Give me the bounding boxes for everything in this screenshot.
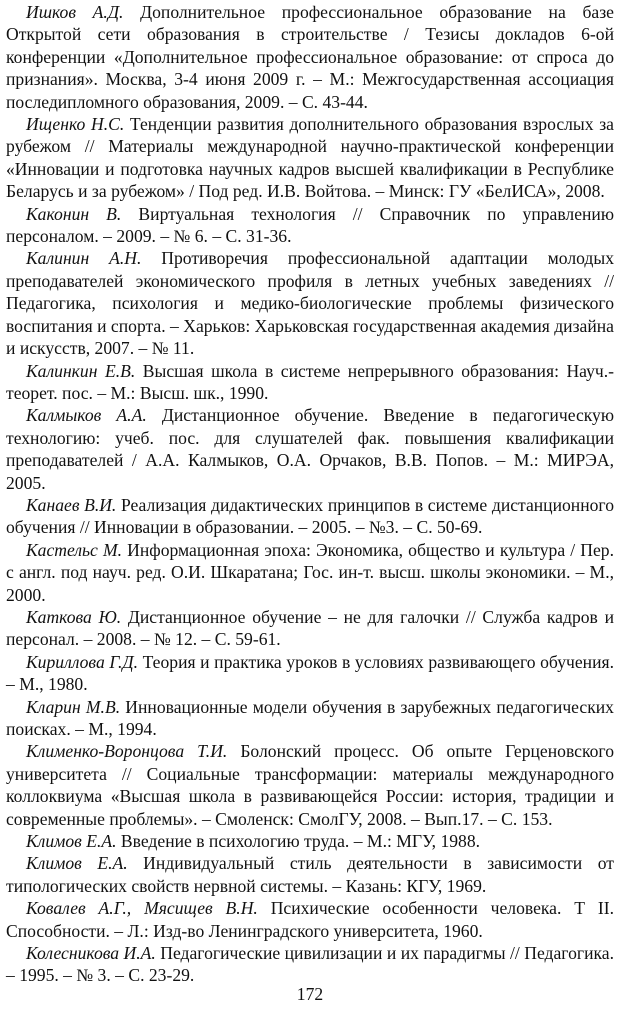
reference-entry	[6, 494, 614, 539]
reference-entry	[6, 606, 614, 651]
reference-entry	[6, 404, 614, 494]
reference-entry	[6, 830, 614, 852]
reference-text: Введение в психологию труда. – М.: МГУ, 1988.	[116, 831, 481, 852]
reference-entry	[6, 740, 614, 830]
reference-author: Колесникова И.А.	[26, 943, 156, 964]
reference-text: Виртуальная технология // Справочник по управлению персоналом. – 2009. – № 6. – С. 31-36.	[6, 203, 614, 247]
reference-author: Клименко-Воронцова Т.И.	[26, 741, 228, 762]
reference-entry	[6, 360, 614, 405]
reference-text: Дополнительное профессиональное образование на базе Открытой сети образования в строительстве / Тезисы докладов 6-ой конференции «Дополнительное профессиональное образование: от спроса до признания». Москва, 3-4 июня 2009 г. – М.: Межгосударственная ассоциация последипломного образования, 2009. – С. 43-44.	[6, 2, 614, 112]
reference-author: Калинкин Е.В.	[26, 360, 136, 381]
reference-entry	[6, 651, 614, 696]
reference-text: Индивидуальный стиль деятельности в зависимости от типологических свойств нервной системы. – Казань: КГУ, 1969.	[6, 853, 614, 896]
reference-text: Реализация дидактических принципов в системе дистанционного обучения // Инновации в образовании. – 2005. – №3. – С. 50-69.	[6, 494, 614, 538]
reference-author: Калмыков А.А.	[26, 405, 147, 426]
reference-author: Кларин М.В.	[26, 696, 121, 717]
reference-entry	[6, 113, 614, 203]
reference-author: Ишков А.Д.	[26, 2, 124, 22]
reference-entry	[6, 942, 614, 987]
reference-entry	[6, 897, 614, 942]
reference-author: Кастельс М.	[26, 539, 123, 560]
reference-text: Болонский процесс. Об опыте Герценовского университета // Социальные трансформации: материалы международного коллоквиума «Высшая школа в развивающейся России: история, традиции и современные проблемы». – Смоленск: СмолГУ, 2008. – Вып.17. – С. 153.	[6, 741, 614, 829]
reference-entry	[6, 203, 614, 248]
reference-author: Климов Е.А.	[26, 853, 128, 874]
reference-author: Кириллова Г.Д.	[26, 651, 139, 672]
reference-entry	[6, 539, 614, 606]
reference-author: Ковалев А.Г., Мясищев В.Н.	[26, 898, 258, 919]
reference-text: Тенденции развития дополнительного образования взрослых за рубежом // Материалы международной научно-практической конференции «Инновации и подготовка научных кадров высшей квалификации в Республике Беларусь и за рубежом» / Под ред. И.В. Войтова. – Минск: ГУ «БелИСА», 2008.	[6, 114, 614, 202]
reference-text: Противоречия профессиональной адаптации молодых преподавателей экономического профиля в летных учебных заведениях // Педагогика, психология и медико-биологические проблемы физического воспитания и спорта. – Харьков: Харьковская государственная академия дизайна и искусств, 2007. – № 11.	[6, 248, 614, 359]
reference-author: Ищенко Н.С.	[26, 114, 125, 135]
reference-entry	[6, 696, 614, 741]
reference-text: Психические особенности человека. Т II. Способности. – Л.: Изд-во Ленинградского университета, 1960.	[6, 898, 614, 941]
reference-author: Каконин В.	[26, 203, 122, 224]
page-number: 172	[296, 984, 324, 1004]
reference-author: Канаев В.И.	[26, 494, 117, 515]
reference-text: Дистанционное обучение – не для галочки // Служба кадров и персонал. – 2008. – № 12. – С. 59-61.	[6, 606, 614, 650]
reference-list	[6, 0, 614, 987]
reference-author: Климов Е.А.	[26, 831, 117, 852]
reference-author: Каткова Ю.	[26, 606, 122, 627]
reference-text: Информационная эпоха: Экономика, общество и культура / Пер. с англ. под науч. ред. О.И. Шкаратана; Гос. ин-т. высш. школы экономики. – М., 2000.	[6, 539, 615, 605]
reference-text: Инновационные модели обучения в зарубежных педагогических поисках. – М., 1994.	[6, 696, 614, 739]
reference-text: Дистанционное обучение. Введение в педагогическую технологию: учеб. пос. для слушателей фак. повышения квалификации преподавателей / А.А. Калмыков, О.А. Орчаков, В.В. Попов. – М.: МИРЭА, 2005.	[6, 405, 614, 493]
reference-entry	[6, 247, 614, 359]
reference-entry	[6, 852, 614, 897]
reference-author: Калинин А.Н.	[26, 248, 142, 269]
reference-text: Теория и практика уроков в условиях развивающего обучения. – М., 1980.	[6, 651, 614, 695]
reference-entry	[6, 1, 614, 113]
reference-text: Педагогические цивилизации и их парадигмы // Педагогика. – 1995. – № 3. – С. 23-29.	[6, 943, 614, 986]
reference-text: Высшая школа в системе непрерывного образования: Науч.-теорет. пос. – М.: Высш. шк., 1990.	[6, 360, 614, 403]
